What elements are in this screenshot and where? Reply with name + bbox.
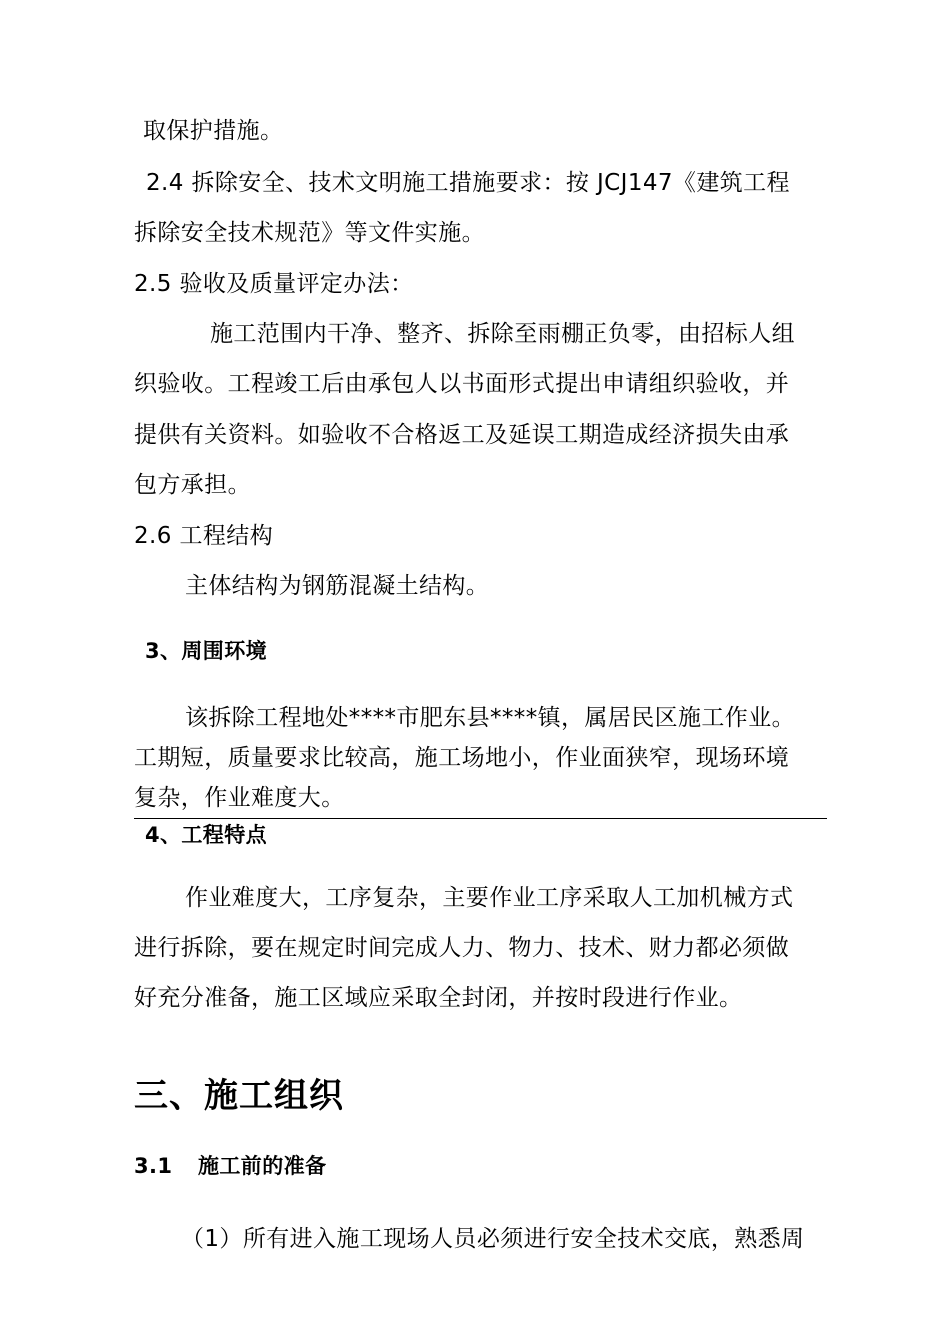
section-heading-2-6: 2.6 工程结构 <box>134 523 274 549</box>
chapter-title: 三、施工组织 <box>134 1076 344 1116</box>
section-title: 施工前的准备 <box>198 1154 327 1178</box>
section-heading-3-1 <box>134 1151 326 1181</box>
paragraph-line: 主体结构为钢筋混凝土结构。 <box>185 573 490 599</box>
paragraph-line: （1）所有进入施工现场人员必须进行安全技术交底，熟悉周 <box>181 1226 805 1252</box>
paragraph-line: 织验收。工程竣工后由承包人以书面形式提出申请组织验收，并 <box>134 371 790 397</box>
section-heading-2-5: 2.5 验收及质量评定办法： <box>134 271 414 297</box>
heading-project-features: 4、工程特点 <box>145 823 268 847</box>
paragraph-line: 包方承担。 <box>134 472 251 498</box>
paragraph-line: 好充分准备，施工区域应采取全封闭，并按时段进行作业。 <box>134 985 743 1011</box>
section-heading-2-4: 2.4 拆除安全、技术文明施工措施要求：按 JCJ147《建筑工程 <box>146 170 790 196</box>
paragraph-line: 该拆除工程地处****市肥东县****镇，属居民区施工作业。 <box>185 705 795 731</box>
paragraph-line: 工期短，质量要求比较高，施工场地小，作业面狭窄，现场环境 <box>134 745 790 771</box>
paragraph-line: 复杂，作业难度大。 <box>134 785 345 811</box>
paragraph-line: 进行拆除，要在规定时间完成人力、物力、技术、财力都必须做 <box>134 935 790 961</box>
horizontal-divider <box>134 818 827 819</box>
paragraph-line: 施工范围内干净、整齐、拆除至雨棚正负零，由招标人组 <box>210 321 795 347</box>
paragraph-line: 提供有关资料。如验收不合格返工及延误工期造成经济损失由承 <box>134 422 790 448</box>
text-line: 取保护措施。 <box>143 118 284 144</box>
section-number: 3.1 <box>134 1154 173 1178</box>
text-line: 拆除安全技术规范》等文件实施。 <box>134 220 485 246</box>
paragraph-line: 作业难度大，工序复杂，主要作业工序采取人工加机械方式 <box>185 885 794 911</box>
heading-surroundings: 3、周围环境 <box>145 639 268 663</box>
